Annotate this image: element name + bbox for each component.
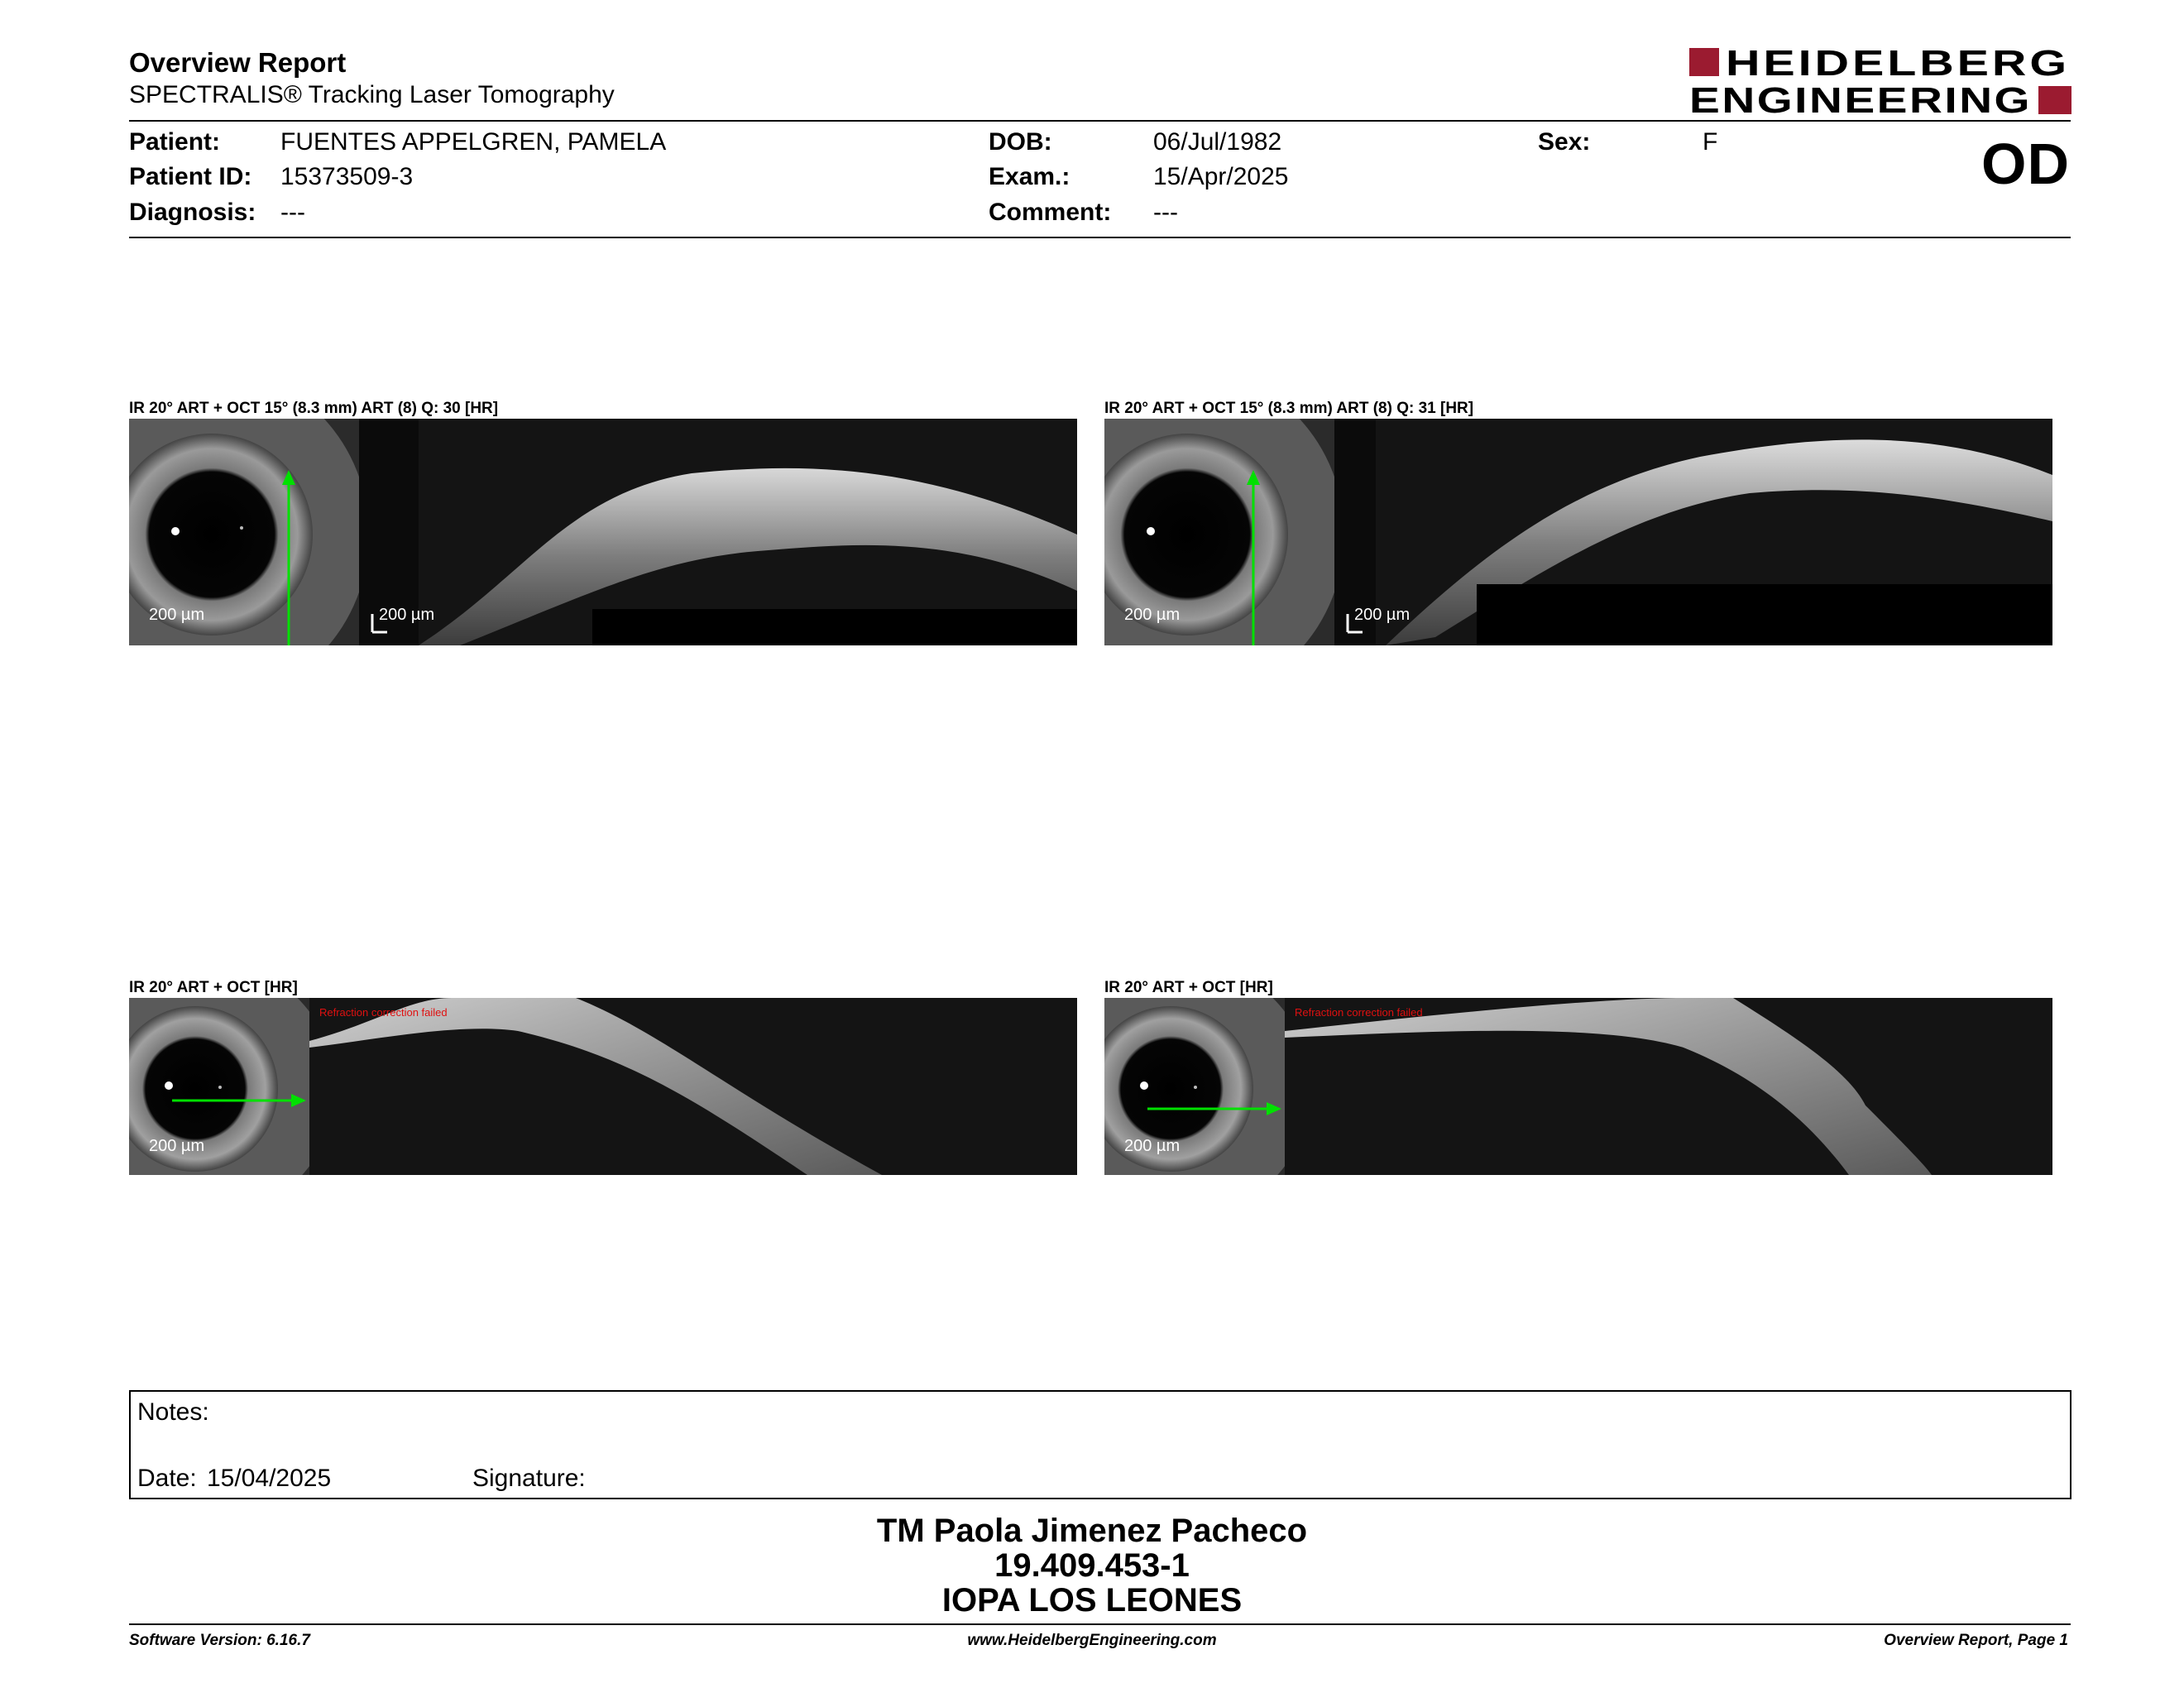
oct-scan-panel[interactable] [129,998,1077,1175]
oct-scan-panel[interactable] [1104,419,2052,645]
oct-scale-bar-label: 200 µm [1354,606,1410,624]
ir-scale-bar-label: 200 µm [149,606,205,624]
oct-scan-image [129,998,1077,1175]
diagnosis-value: --- [280,199,305,226]
sex-label: Sex: [1538,128,1591,156]
footer-divider [129,1623,2071,1625]
scan-caption: IR 20° ART + OCT [HR] [129,979,298,996]
notes-label: Notes: [137,1398,209,1426]
report-subtitle: SPECTRALIS® Tracking Laser Tomography [129,81,615,108]
patient-name: FUENTES APPELGREN, PAMELA [280,128,667,156]
patient-divider [129,237,2071,238]
ir-scale-bar-label: 200 µm [1124,1137,1181,1155]
oct-scan-image [1104,998,2052,1175]
signature-label: Signature: [472,1465,586,1492]
date-label: Date: [137,1465,197,1492]
oct-scan-image [1104,419,2052,645]
scan-caption: IR 20° ART + OCT 15° (8.3 mm) ART (8) Q: 31 [HR] [1104,400,1474,417]
ir-scale-bar-label: 200 µm [149,1137,205,1155]
refraction-warning: Refraction correction failed [319,1006,448,1019]
dob-value: 06/Jul/1982 [1153,128,1282,156]
patient-label: Patient: [129,128,221,156]
eye-indicator: OD [1981,132,2070,196]
sex-value: F [1703,128,1718,156]
patient-id-label: Patient ID: [129,163,252,190]
page-number: Overview Report, Page 1 [1884,1632,2068,1649]
ir-scale-bar-label: 200 µm [1124,606,1181,624]
svg-text:HEIDELBERG: HEIDELBERG [1726,46,2070,84]
oct-scan-panel[interactable] [129,419,1077,645]
oct-scan-image [129,419,1077,645]
header-divider [129,120,2071,122]
svg-text:ENGINEERING: ENGINEERING [1689,80,2032,117]
report-title: Overview Report [129,47,347,78]
refraction-warning: Refraction correction failed [1295,1006,1423,1019]
oct-scale-bar-label: 200 µm [379,606,435,624]
date-value: 15/04/2025 [207,1465,332,1492]
dob-label: DOB: [989,128,1052,156]
scan-caption: IR 20° ART + OCT [HR] [1104,979,1273,996]
patient-id: 15373509-3 [280,163,414,190]
signatory-name: TM Paola Jimenez Pacheco [876,1513,1308,1549]
software-version: Software Version: 6.16.7 [129,1632,310,1649]
website-link[interactable]: www.HeidelbergEngineering.com [967,1632,1217,1649]
signatory-institution: IOPA LOS LEONES [941,1582,1243,1618]
signatory-id: 19.409.453-1 [994,1547,1190,1584]
comment-value: --- [1153,199,1178,226]
exam-label: Exam.: [989,163,1070,190]
oct-scan-panel[interactable] [1104,998,2052,1175]
notes-box[interactable] [129,1390,2071,1499]
comment-label: Comment: [989,199,1112,226]
diagnosis-label: Diagnosis: [129,199,256,226]
heidelberg-logo [1689,46,2071,117]
exam-date: 15/Apr/2025 [1153,163,1289,190]
scan-caption: IR 20° ART + OCT 15° (8.3 mm) ART (8) Q: 30 [HR] [129,400,499,417]
